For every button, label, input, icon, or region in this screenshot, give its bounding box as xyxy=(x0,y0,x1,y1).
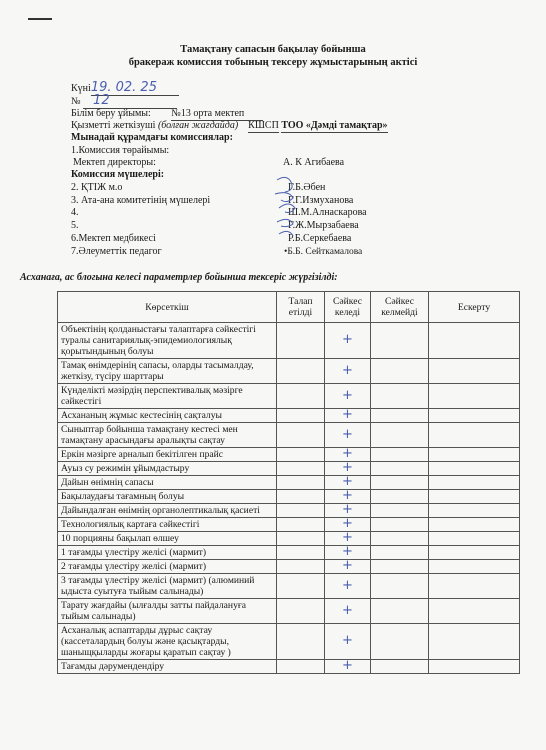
row-required xyxy=(277,448,325,462)
member-role: 6.Мектеп медбикесі xyxy=(71,233,156,244)
row-required xyxy=(277,423,325,448)
row-indicator: 2 тағамды үлестіру желісі (мармит) xyxy=(58,560,277,574)
row-indicator: Асхананың жұмыс кестесінің сақталуы xyxy=(58,409,277,423)
member-role: 3. Ата-ана комитетінің мүшелері xyxy=(71,195,211,206)
table-row xyxy=(58,490,520,504)
row-indicator: Тағамды дәрумендендіру xyxy=(58,660,277,674)
member-name: Г.Б.Әбен xyxy=(288,182,326,193)
table-row xyxy=(58,323,520,359)
title-line-1: Тамақтану сапасын бақылау бойынша xyxy=(180,44,366,55)
row-indicator: Күнделікті мәзірдің перспективалық мәзірге сәйкестігі xyxy=(58,384,277,409)
row-indicator: Сыныптар бойынша тамақтану кестесі мен тамақтану арасындағы аралықты сақтау xyxy=(58,423,277,448)
table-row xyxy=(58,660,520,674)
supplier-label: Қызметті жеткізуші xyxy=(71,120,156,131)
row-required xyxy=(277,359,325,384)
member-name: Г.Г.Измуханова xyxy=(288,195,354,206)
row-compliant xyxy=(325,359,371,384)
row-note xyxy=(429,574,520,599)
row-note xyxy=(429,359,520,384)
row-required xyxy=(277,660,325,674)
row-note xyxy=(429,504,520,518)
row-required xyxy=(277,504,325,518)
check-mark: + xyxy=(342,474,353,489)
check-mark: + xyxy=(342,516,353,531)
table-header-row xyxy=(58,292,520,323)
member-name: •Б.Б. Сейткамалова xyxy=(284,247,363,257)
inspection-table xyxy=(57,291,520,674)
school-value: №13 орта мектеп xyxy=(171,108,263,121)
supplier-note: (болған жағдайда) xyxy=(157,120,239,131)
row-noncompliant xyxy=(371,409,429,423)
row-noncompliant xyxy=(371,384,429,409)
row-indicator: 3 тағамды үлестіру желісі (мармит) (алюминий ыдыста суытуға тыйым салынады) xyxy=(58,574,277,599)
row-required xyxy=(277,323,325,359)
supplier-value: ТОО «Дәмді тамақтар» xyxy=(281,120,388,131)
row-required xyxy=(277,476,325,490)
table-row xyxy=(58,518,520,532)
header-note: Ескерту xyxy=(429,292,520,323)
row-note xyxy=(429,323,520,359)
row-noncompliant xyxy=(371,448,429,462)
row-indicator: 1 тағамды үлестіру желісі (мармит) xyxy=(58,546,277,560)
inspection-intro: Асханаға, ас блогына келесі параметрлер бойынша тексеріс жүргізілді: xyxy=(20,272,338,283)
row-compliant xyxy=(325,574,371,599)
row-noncompliant xyxy=(371,599,429,624)
check-mark: + xyxy=(342,658,353,673)
row-noncompliant xyxy=(371,476,429,490)
date-value: 19. 02. 25 xyxy=(90,80,157,95)
row-compliant xyxy=(325,323,371,359)
row-indicator: Бақылаудағы тағамның болуы xyxy=(58,490,277,504)
check-mark: + xyxy=(342,530,353,545)
member-name: Р.Б.Серкебаева xyxy=(288,233,352,244)
row-noncompliant xyxy=(371,560,429,574)
row-indicator: Тамақ өнімдерінің сапасы, оларды тасымалдау, жеткізу, түсіру шарттары xyxy=(58,359,277,384)
supplier-prefix: КШСП xyxy=(248,120,279,131)
row-required xyxy=(277,599,325,624)
row-indicator: Технологиялық картаға сәйкестігі xyxy=(58,518,277,532)
check-mark: + xyxy=(342,577,353,593)
row-noncompliant xyxy=(371,546,429,560)
date-label: Күні xyxy=(71,83,91,94)
chair-role: Мектеп директоры: xyxy=(73,157,156,168)
row-noncompliant xyxy=(371,462,429,476)
member-name: Ш.М.Алнаскарова xyxy=(288,207,367,218)
table-row xyxy=(58,448,520,462)
row-required xyxy=(277,384,325,409)
number-label: № xyxy=(71,96,81,107)
row-noncompliant xyxy=(371,624,429,660)
row-indicator: Ауыз су режимін ұйымдастыру xyxy=(58,462,277,476)
row-required xyxy=(277,546,325,560)
chair-name: А. К Агибаева xyxy=(283,157,345,168)
row-required xyxy=(277,624,325,660)
header-compliant: Сәйкес келеді xyxy=(325,292,371,323)
member-role: 4. xyxy=(71,207,79,218)
table-row xyxy=(58,359,520,384)
table-row xyxy=(58,476,520,490)
number-value: 12 xyxy=(93,93,110,108)
check-mark: + xyxy=(342,602,353,618)
check-mark: + xyxy=(342,407,353,422)
row-required xyxy=(277,560,325,574)
row-note xyxy=(429,423,520,448)
row-noncompliant xyxy=(371,490,429,504)
row-note xyxy=(429,384,520,409)
table-row xyxy=(58,532,520,546)
row-indicator: Дайын өнімнің сапасы xyxy=(58,476,277,490)
header-indicator: Көрсеткіш xyxy=(58,292,277,323)
member-role: 7.Әлеуметтік педагог xyxy=(71,246,162,257)
row-required xyxy=(277,518,325,532)
row-note xyxy=(429,462,520,476)
row-compliant xyxy=(325,560,371,574)
row-note xyxy=(429,624,520,660)
chair-heading: 1.Комиссия төрайымы: xyxy=(71,145,170,156)
row-compliant xyxy=(325,624,371,660)
table-row xyxy=(58,423,520,448)
row-noncompliant xyxy=(371,574,429,599)
table-row xyxy=(58,546,520,560)
header-noncompliant: Сәйкес келмейді xyxy=(371,292,429,323)
row-note xyxy=(429,599,520,624)
signature-scribbles-icon xyxy=(273,172,369,248)
row-note xyxy=(429,660,520,674)
number-row xyxy=(71,95,177,109)
row-noncompliant xyxy=(371,532,429,546)
table-row xyxy=(58,409,520,423)
row-required xyxy=(277,409,325,423)
date-row xyxy=(71,82,179,96)
row-note xyxy=(429,476,520,490)
row-compliant xyxy=(325,384,371,409)
table-row xyxy=(58,384,520,409)
row-note xyxy=(429,518,520,532)
check-mark: + xyxy=(342,544,353,559)
table-row xyxy=(58,462,520,476)
members-heading: Комиссия мүшелері: xyxy=(71,169,165,180)
row-note xyxy=(429,560,520,574)
row-noncompliant xyxy=(371,359,429,384)
row-noncompliant xyxy=(371,504,429,518)
row-compliant xyxy=(325,423,371,448)
row-required xyxy=(277,462,325,476)
member-role: 5. xyxy=(71,220,79,231)
table-row xyxy=(58,599,520,624)
row-noncompliant xyxy=(371,423,429,448)
row-noncompliant xyxy=(371,518,429,532)
row-indicator: Объектінің қолданыстағы талаптарға сәйкестігі туралы санитариялық-эпидемиологиялық қорытындының болуы xyxy=(58,323,277,359)
check-mark: + xyxy=(342,387,353,403)
row-note xyxy=(429,532,520,546)
row-indicator: 10 порцияны бақылап өлшеу xyxy=(58,532,277,546)
member-role: 2. ҚТІЖ м.о xyxy=(71,182,123,193)
row-required xyxy=(277,574,325,599)
member-name: Г.Ж.Мырзабаева xyxy=(288,220,359,231)
row-noncompliant xyxy=(371,660,429,674)
row-note xyxy=(429,409,520,423)
row-indicator: Еркін мәзірге арналып бекітілген прайс xyxy=(58,448,277,462)
check-mark: + xyxy=(342,633,353,648)
row-noncompliant xyxy=(371,323,429,359)
row-note xyxy=(429,448,520,462)
row-compliant xyxy=(325,660,371,674)
check-mark: + xyxy=(342,460,353,475)
check-mark: + xyxy=(342,488,353,503)
corner-dash xyxy=(28,18,52,20)
check-mark: + xyxy=(342,332,353,347)
title-line-2: бракераж комиссия тобының тексеру жұмыстарының актісі xyxy=(128,57,418,68)
row-compliant xyxy=(325,599,371,624)
check-mark: + xyxy=(342,362,353,378)
table-row xyxy=(58,504,520,518)
commission-heading: Мынадай құрамдағы комиссиялар: xyxy=(71,132,233,143)
school-label: Білім беру ұйымы: xyxy=(71,108,151,119)
row-required xyxy=(277,532,325,546)
row-note xyxy=(429,546,520,560)
row-indicator: Тарату жағдайы (ылғалды затты пайдалануға тыйым салынады) xyxy=(58,599,277,624)
row-note xyxy=(429,490,520,504)
check-mark: + xyxy=(342,446,353,461)
check-mark: + xyxy=(342,502,353,517)
header-required: Талап етілді xyxy=(277,292,325,323)
row-required xyxy=(277,490,325,504)
table-row xyxy=(58,574,520,599)
table-row xyxy=(58,624,520,660)
table-row xyxy=(58,560,520,574)
row-compliant xyxy=(325,409,371,423)
check-mark: + xyxy=(342,558,353,573)
check-mark: + xyxy=(342,426,353,442)
row-indicator: Асханалық аспаптарды дұрыс сақтау (кассеталардың болуы және қасықтарды, шаныщқыларды жоғары қаратып сақтау ) xyxy=(58,624,277,660)
row-indicator: Дайындалған өнімнің органолептикалық қасиеті xyxy=(58,504,277,518)
